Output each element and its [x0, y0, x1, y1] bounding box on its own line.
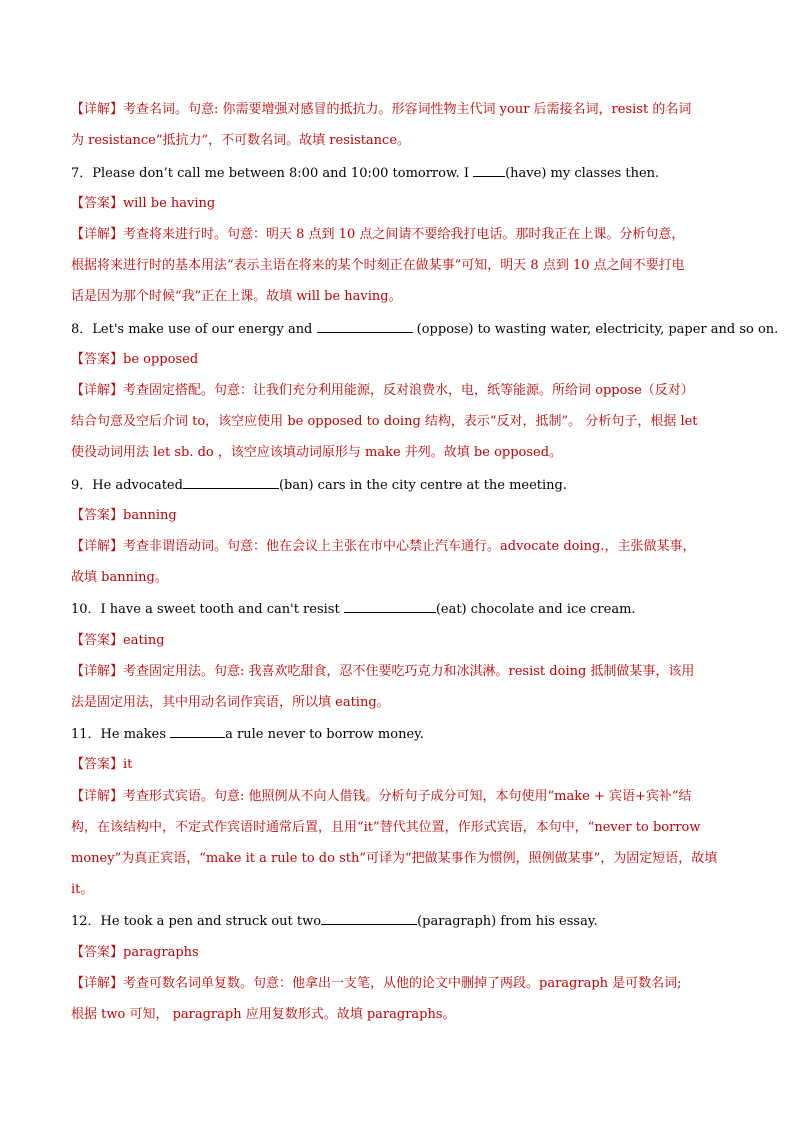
answer-text: eating: [123, 633, 165, 648]
answer-12: [71, 944, 731, 962]
detail-label: 【详解】: [71, 789, 124, 804]
question-7: [71, 164, 731, 183]
q11-detail-line-3: money”为真正宾语，“make it a rule to do sth”可译为“把做某事作为惯例，照例做某事”，为固定短语，故填: [71, 851, 718, 866]
detail-label: 【详解】: [71, 383, 124, 398]
q6-detail-line-1: [71, 101, 731, 119]
q10-detail-line-2: 法是固定用法，其中用动名词作宾语，所以填 eating。: [71, 695, 390, 710]
detail-text: 考查非谓语动词。句意：他在会议上主张在市中心禁止汽车通行。advocate doing.，主张做某事，: [123, 539, 696, 554]
q7-detail-line-1: [71, 226, 731, 244]
answer-blank: [344, 600, 436, 613]
answer-text: paragraphs: [123, 945, 199, 960]
answer-blank: [183, 476, 279, 489]
question-8: [71, 320, 779, 339]
question-10: [71, 600, 731, 619]
q7-detail-line-2: 根据将来进行时的基本用法“表示主语在将来的某个时刻正在做某事”可知，明天 8 点到 10 点之间不要打电: [71, 258, 685, 273]
answer-blank: [473, 164, 505, 177]
answer-label: 【答案】: [71, 508, 124, 523]
answer-label: 【答案】: [71, 757, 124, 772]
detail-label: 【详解】: [71, 102, 124, 117]
answer-blank: [317, 320, 413, 333]
answer-blank: [321, 912, 417, 925]
q9-detail-line-1: [71, 538, 731, 556]
answer-blank: [170, 725, 225, 738]
q6-detail-line-2: 为 resistance“抵抗力”，不可数名词。故填 resistance。: [71, 133, 411, 148]
q12-detail-line-1: [71, 975, 731, 993]
question-text: (ban) cars in the city centre at the meeting.: [278, 478, 568, 493]
answer-8: [71, 351, 731, 369]
question-text: 12．He took a pen and struck out two: [71, 914, 322, 929]
question-text: a rule never to borrow money.: [225, 727, 424, 742]
q7-detail-line-3: 话是因为那个时候“我”正在上课。故填 will be having。: [71, 289, 402, 304]
q9-detail-line-2: 故填 banning。: [71, 570, 168, 585]
q11-detail-line-4: it。: [71, 882, 94, 897]
q11-detail-line-2: 构，在该结构中，不定式作宾语时通常后置，且用“it”替代其位置，作形式宾语，本句中，“never to borrow: [71, 820, 701, 835]
answer-label: 【答案】: [71, 196, 124, 211]
question-text: 9．He advocated: [71, 478, 183, 493]
detail-text: 考查可数名词单复数。句意：他拿出一支笔，从他的论文中删掉了两段。paragraph 是可数名词;: [123, 976, 682, 991]
q8-detail-line-3: 使役动词用法 let sb. do ，该空应该填动词原形与 make 并列。故填 be opposed。: [71, 445, 563, 460]
answer-10: [71, 632, 731, 650]
question-text: (paragraph) from his essay.: [417, 914, 598, 929]
question-text: (eat) chocolate and ice cream.: [435, 602, 636, 617]
answer-text: it: [123, 757, 133, 772]
answer-label: 【答案】: [71, 352, 124, 367]
answer-text: banning: [123, 508, 177, 523]
detail-text: 考查形式宾语。句意: 他照例从不向人借钱。分析句子成分可知，本句使用“make + 宾语+宾补”结: [123, 789, 692, 804]
q10-detail-line-1: [71, 663, 731, 681]
detail-text: 考查将来进行时。句意：明天 8 点到 10 点之间请不要给我打电话。那时我正在上课。分析句意，: [123, 227, 685, 242]
detail-text: 考查固定搭配。句意：让我们充分利用能源，反对浪费水，电，纸等能源。所给词 oppose（反对）: [123, 383, 694, 398]
answer-label: 【答案】: [71, 945, 124, 960]
q8-detail-line-2: 结合句意及空后介词 to，该空应使用 be opposed to doing 结构，表示“反对，抵制”。 分析句子，根据 let: [71, 414, 698, 429]
q8-detail-line-1: [71, 382, 731, 400]
detail-text: 考查名词。句意: 你需要增强对感冒的抵抗力。形容词性物主代词 your 后需接名词，resist 的名词: [123, 102, 692, 117]
answer-7: [71, 195, 731, 213]
q11-detail-line-1: [71, 788, 731, 806]
answer-11: [71, 756, 731, 774]
question-text: (oppose) to wasting water, electricity, paper and so on.: [412, 322, 779, 337]
answer-9: [71, 507, 731, 525]
detail-text: 考查固定用法。句意: 我喜欢吃甜食，忍不住要吃巧克力和冰淇淋。resist doing 抵制做某事，该用: [123, 664, 695, 679]
detail-label: 【详解】: [71, 664, 124, 679]
question-12: [71, 912, 731, 931]
question-text: 7．Please don’t call me between 8:00 and 10:00 tomorrow. I: [71, 166, 474, 181]
question-text: 8．Let's make use of our energy and: [71, 322, 317, 337]
answer-text: will be having: [123, 196, 216, 211]
question-text: (have) my classes then.: [505, 166, 660, 181]
q12-detail-line-2: 根据 two 可知， paragraph 应用复数形式。故填 paragraphs。: [71, 1007, 456, 1022]
answer-text: be opposed: [123, 352, 199, 367]
detail-label: 【详解】: [71, 976, 124, 991]
answer-label: 【答案】: [71, 633, 124, 648]
question-text: 11．He makes: [71, 727, 171, 742]
question-11: [71, 725, 731, 744]
question-text: 10．I have a sweet tooth and can't resist: [71, 602, 344, 617]
question-9: [71, 476, 731, 495]
detail-label: 【详解】: [71, 227, 124, 242]
detail-label: 【详解】: [71, 539, 124, 554]
